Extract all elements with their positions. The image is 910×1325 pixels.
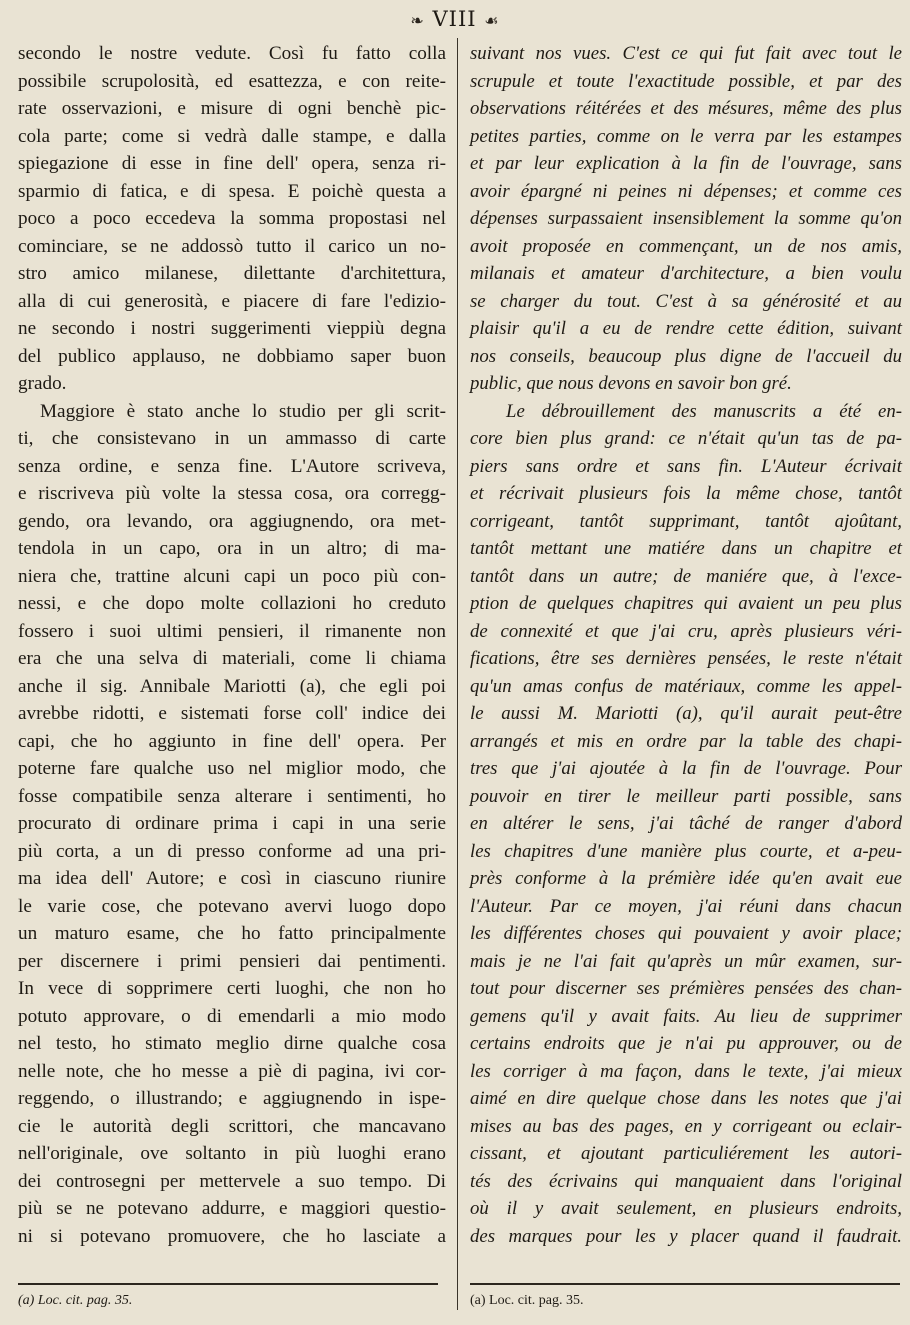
italian-text-line: più se ne potevano addurre, e maggiori questio- xyxy=(18,1198,446,1219)
french-text-line: mises au bas des pages, en y corrigeant ou eclair- xyxy=(470,1115,902,1137)
french-text-line: tout pour discerner ses prémières pensées des chan- xyxy=(470,978,902,999)
column-divider xyxy=(457,38,458,1310)
italian-text-line: possibile scrupolosità, ed esattezza, e con reite- xyxy=(18,70,446,92)
french-text-line: tés des écrivains qui manquaient dans l'original xyxy=(470,1170,902,1192)
french-text-line: pouvoir en tirer le meilleur parti possible, sans xyxy=(470,785,902,807)
french-text-line: public, que nous devons en savoir bon gré. xyxy=(470,373,792,394)
italian-text-line: dei controsegni per mettervele a suo tempo. Di xyxy=(18,1170,446,1192)
french-text-line: nos conseils, beaucoup plus digne de l'accueil du xyxy=(470,345,902,367)
french-text-line: se charger du tout. C'est à sa générosité et au xyxy=(470,290,902,312)
french-text-line: tantôt dans un autre; de maniére que, à l'exce- xyxy=(470,565,902,587)
italian-text-line: rate osservazioni, e misure di ogni benchè pic- xyxy=(18,98,446,119)
french-text-line: tantôt mettant une matiére dans un chapitre et xyxy=(470,538,902,559)
italian-text-line: In vece di sopprimere certi luoghi, che non ho xyxy=(18,978,446,999)
italian-text-line: potuto approvare, o di emendarli a mio modo xyxy=(18,1005,446,1027)
french-text-line: tres que j'ai ajoutée à la fin de l'ouvrage. Pour xyxy=(470,758,902,779)
italian-text-line: nell'originale, ove soltanto in più luoghi erano xyxy=(18,1143,446,1164)
italian-text-line: più corta, a un di presso conforme ad una pri- xyxy=(18,840,446,862)
italian-text-line: poco a poco eccedeva la somma propostasi nel xyxy=(18,208,446,229)
italian-text-line: capi, che ho aggiunto in fine dell' opera. Per xyxy=(18,730,446,752)
french-text-line: les corriger à ma façon, dans le texte, j'ai mieux xyxy=(470,1060,902,1082)
italian-text-line: tendola in un capo, ora in un altro; di ma- xyxy=(18,538,446,559)
french-text-line: qu'un amas confus de matériaux, comme les appel- xyxy=(470,675,902,697)
french-text-line: fications, être ses dernières pensées, le reste n'était xyxy=(470,648,902,669)
french-column xyxy=(470,40,902,1250)
italian-footnote: (a) Loc. cit. pag. 35. xyxy=(18,1293,133,1308)
italian-column xyxy=(18,40,446,1250)
french-text-line: l'Auteur. Par ce moyen, j'ai réuni dans chacun xyxy=(470,895,902,917)
french-text-line: ption de quelques chapitres qui avaient un peu plus xyxy=(470,593,902,614)
french-text-line: plaisir qu'il a eu de rendre cette édition, suivant xyxy=(470,318,902,339)
french-text-line: observations réitérées et des mésures, même des plus xyxy=(470,98,902,119)
italian-text-line: niera che, trattine alcuni capi un poco più con- xyxy=(18,565,446,587)
italian-text-line: e riscriveva più volte la stessa cosa, ora corregg- xyxy=(18,483,446,504)
italian-text-line: ni si potevano promuovere, che ho lasciate a xyxy=(18,1225,446,1247)
french-text-line: gemens qu'il y avait faits. Au lieu de supprimer xyxy=(470,1005,902,1027)
french-text-line: mais je ne l'ai fait qu'après un mûr examen, sur- xyxy=(470,950,902,972)
italian-text-line: del publico applauso, ne dobbiamo saper buon xyxy=(18,345,446,367)
italian-text-line: fossero i suoi ultimi pensieri, il rimanente non xyxy=(18,620,446,642)
italian-text-line: nel testo, ho stimato meglio dirne qualche cosa xyxy=(18,1033,446,1054)
italian-text-line: nessi, e che dopo molte collazioni ho creduto xyxy=(18,593,446,614)
french-text-line: les chapitres d'une manière plus courte, et a-peu- xyxy=(470,840,902,862)
french-text-line: core bien plus grand: ce n'était qu'un tas de pa- xyxy=(470,428,902,449)
french-footnote: (a) Loc. cit. pag. 35. xyxy=(470,1293,584,1308)
french-text-line: milanais et amateur d'architecture, a bien voulu xyxy=(470,263,902,284)
italian-text-line: secondo le nostre vedute. Così fu fatto colla xyxy=(18,43,446,64)
page-number: VIII xyxy=(432,7,477,31)
french-text-line: avoit proposée en commençant, un de nos amis, xyxy=(470,235,902,257)
italian-text-line: avrebbe ridotti, e sistemati forse coll' indice dei xyxy=(18,703,446,724)
french-text-line: arrangés et mis en ordre par la table des chapi- xyxy=(470,730,902,752)
french-text-line: et par leur explication à la fin de l'ouvrage, sans xyxy=(470,153,902,174)
french-text-line: des marques pour les y placer quand il faudrait. xyxy=(470,1225,902,1247)
italian-text-line: cola parte; come si vedrà dalle stampe, e dalla xyxy=(18,125,446,147)
footnote-rule-left xyxy=(18,1283,438,1285)
italian-text-line: un maturo esame, che ho fatto principalmente xyxy=(18,923,446,944)
italian-text-line: grado. xyxy=(18,373,67,394)
italian-text-line: spiegazione di esse in fine dell' opera, senza ri- xyxy=(18,153,446,174)
french-text-line: en altérer le sens, j'ai tâché de ranger d'abord xyxy=(470,813,902,834)
italian-text-line: Maggiore è stato anche lo studio per gli scrit- xyxy=(40,400,446,422)
french-text-line: où il y avait seulement, en plusieurs endroits, xyxy=(470,1198,902,1219)
italian-text-line: anche il sig. Annibale Mariotti (a), che egli poi xyxy=(18,675,446,697)
french-text-line: de connexité et que j'ai cru, après plusieurs véri- xyxy=(470,620,902,642)
footnote-rule-right xyxy=(470,1283,900,1285)
french-text-line: aimé en dire quelque chose dans les notes que j'ai xyxy=(470,1088,902,1109)
italian-text-line: gendo, ora levando, ora aggiugnendo, ora met- xyxy=(18,510,446,532)
french-text-line: avoir épargné ni peines ni dépenses; et comme ces xyxy=(470,180,902,202)
italian-text-line: alla di cui generosità, e piacere di fare l'edizio- xyxy=(18,290,446,312)
ornament-right-icon: ☙ xyxy=(484,11,500,30)
italian-text-line: poterne fare qualche uso nel miglior modo, che xyxy=(18,758,446,779)
italian-text-line: stro amico milanese, dilettante d'architettura, xyxy=(18,263,446,284)
french-text-line: certains endroits que je n'ai pu approuver, ou de xyxy=(470,1033,902,1054)
french-text-line: dépenses surpassaient insensiblement la somme qu'on xyxy=(470,208,902,229)
italian-text-line: era che una selva di materiali, come li chiama xyxy=(18,648,446,669)
italian-text-line: le varie cose, che potevano avervi luogo dopo xyxy=(18,895,446,917)
italian-text-line: per discernere i primi pensieri dai pentimenti. xyxy=(18,950,446,972)
italian-text-line: fosse compatibile senza alterare i sentimenti, ho xyxy=(18,785,446,807)
french-text-line: le aussi M. Mariotti (a), qu'il aurait peut-être xyxy=(470,703,902,724)
french-text-line: Le débrouillement des manuscrits a été en- xyxy=(506,400,902,422)
french-text-line: et récrivait plusieurs fois la même chose, tantôt xyxy=(470,483,902,504)
ornament-left-icon: ❧ xyxy=(410,11,425,30)
french-text-line: piers sans ordre et sans fin. L'Auteur écrivait xyxy=(470,455,902,477)
french-text-line: suivant nos vues. C'est ce qui fut fait avec tout le xyxy=(470,43,902,64)
italian-text-line: cie le autorità degli scrittori, che mancavano xyxy=(18,1115,446,1137)
italian-text-line: reggendo, o illustrando; e aggiugnendo in ispe- xyxy=(18,1088,446,1109)
italian-text-line: nelle note, che ho messe a piè di pagina, ivi cor- xyxy=(18,1060,446,1082)
french-text-line: corrigeant, tantôt supprimant, tantôt ajoûtant, xyxy=(470,510,902,532)
french-text-line: les différentes choses qui pouvaient y avoir place; xyxy=(470,923,902,944)
italian-text-line: ne secondo i nostri suggerimenti vieppiù degna xyxy=(18,318,446,339)
french-text-line: scrupule et toute l'exactitude possible, et par des xyxy=(470,70,902,92)
page-header xyxy=(0,6,910,34)
italian-text-line: senza ordine, e senza fine. L'Autore scriveva, xyxy=(18,455,446,477)
french-text-line: cissant, et ajoutant particuliérement les autori- xyxy=(470,1143,902,1164)
italian-text-line: ma idea dell' Autore; e così in ciascuno riunire xyxy=(18,868,446,889)
french-text-line: petites parties, comme on le verra par les estampes xyxy=(470,125,902,147)
italian-text-line: cominciare, se ne addossò tutto il carico un no- xyxy=(18,235,446,257)
italian-text-line: procurato di ordinare prima i capi in una serie xyxy=(18,813,446,834)
italian-text-line: ti, che consistevano in un ammasso di carte xyxy=(18,428,446,449)
italian-text-line: sparmio di fatica, e di spesa. E poichè questa a xyxy=(18,180,446,202)
french-text-line: près conforme à la prémière idée qu'en avait eue xyxy=(470,868,902,889)
